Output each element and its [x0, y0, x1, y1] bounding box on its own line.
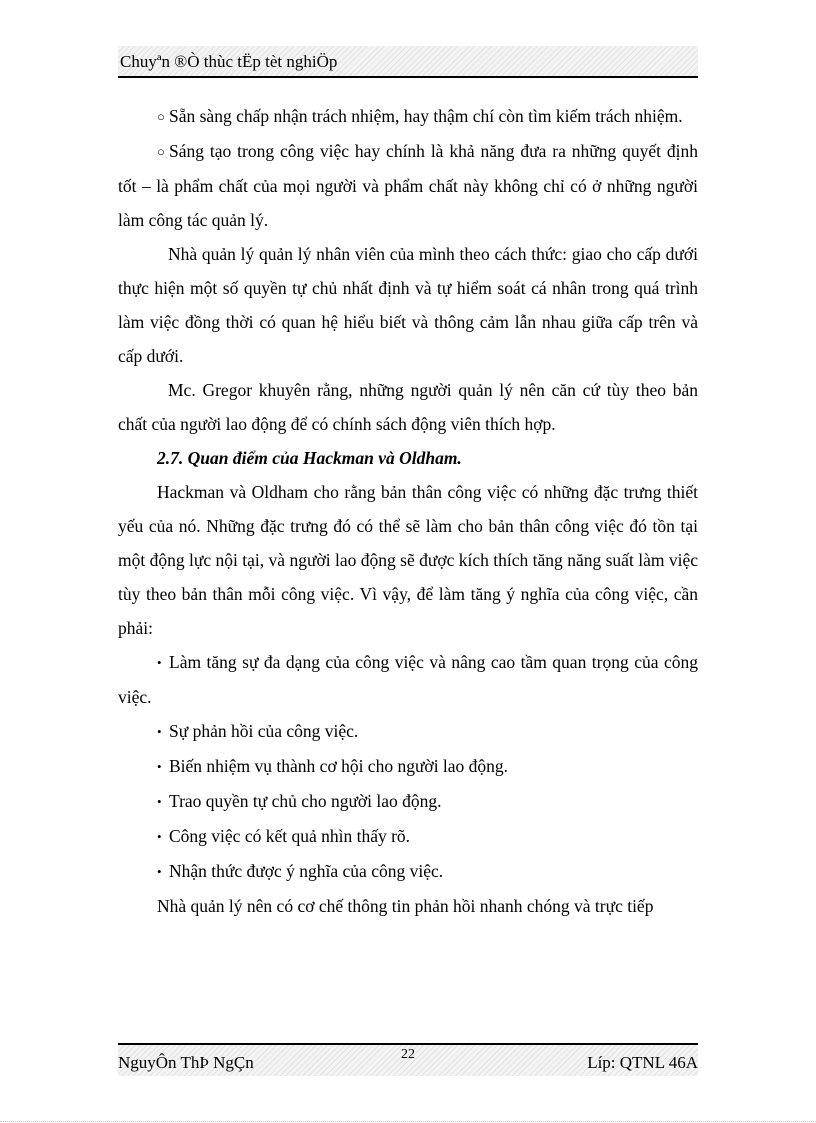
bullet-icon: •: [157, 794, 162, 809]
paragraph-text: Sáng tạo trong công việc hay chính là khả năng đưa ra những quyết định tốt – là phẩm chất của mọi người và phẩm chất này không chỉ có ở những người làm công tác quản lý.: [118, 141, 698, 230]
list-item-text: Trao quyền tự chủ cho người lao động.: [169, 791, 442, 811]
list-item-text: Biến nhiệm vụ thành cơ hội cho người lao động.: [169, 756, 509, 776]
page-number: 22: [401, 1047, 415, 1062]
page-footer: [118, 1043, 698, 1076]
bullet-icon: •: [157, 724, 162, 739]
footer-class: Líp: QTNL 46A: [587, 1053, 698, 1072]
section-heading: 2.7. Quan điểm của Hackman và Oldham.: [157, 448, 462, 468]
list-item: [118, 749, 698, 784]
bullet-icon: •: [157, 655, 162, 670]
paragraph-text: Sẵn sàng chấp nhận trách nhiệm, hay thậm chí còn tìm kiếm trách nhiệm.: [169, 106, 683, 126]
circle-bullet-icon: ○: [157, 109, 165, 124]
bullet-icon: •: [157, 864, 162, 879]
list-item-text: Nhận thức được ý nghĩa của công việc.: [169, 861, 444, 881]
list-item: [118, 645, 698, 714]
bullet-icon: •: [157, 759, 162, 774]
paragraph-hackman: Hackman và Oldham cho rằng bản thân công việc có những đặc trưng thiết yếu của nó. Những đặc trưng đó có thể sẽ làm cho bản thân công việc đó tồn tại một động lực nội tại, và người lao động sẽ được kích thích tăng năng suất làm việc tùy theo bản thân mỗi công việc. Vì vậy, để làm tăng ý nghĩa của công việc, cần phải:: [118, 482, 698, 638]
circle-bullet-icon: ○: [157, 144, 165, 159]
page-edge-divider: [0, 1121, 816, 1122]
paragraph-responsibility: [118, 99, 698, 134]
page-header: [118, 46, 698, 78]
header-title: Chuyªn ®Ò thùc tËp tèt nghiÖp: [120, 52, 338, 71]
list-item-text: Làm tăng sự đa dạng của công việc và nâng cao tầm quan trọng của công việc.: [118, 652, 698, 707]
paragraph-gregor: Mc. Gregor khuyên rằng, những người quản lý nên căn cứ tùy theo bản chất của người lao động để có chính sách động viên thích hợp.: [118, 380, 698, 434]
paragraph-creativity: [118, 134, 698, 237]
list-item: [118, 854, 698, 889]
list-item: [118, 714, 698, 749]
footer-author: NguyÔn ThÞ NgÇn: [118, 1053, 254, 1072]
paragraph-feedback: Nhà quản lý nên có cơ chế thông tin phản hồi nhanh chóng và trực tiếp: [157, 896, 654, 916]
document-body: [118, 99, 698, 923]
list-item: [118, 784, 698, 819]
list-item-text: Công việc có kết quả nhìn thấy rõ.: [169, 826, 411, 846]
list-item: [118, 819, 698, 854]
bullet-icon: •: [157, 829, 162, 844]
paragraph-management-style: Nhà quản lý quản lý nhân viên của mình theo cách thức: giao cho cấp dưới thực hiện một số quyền tự chủ nhất định và tự hiểm soát cá nhân trong quá trình làm việc đồng thời có quan hệ hiểu biết và thông cảm lẫn nhau giữa cấp trên và cấp dưới.: [118, 244, 698, 366]
list-item-text: Sự phản hồi của công việc.: [169, 721, 359, 741]
